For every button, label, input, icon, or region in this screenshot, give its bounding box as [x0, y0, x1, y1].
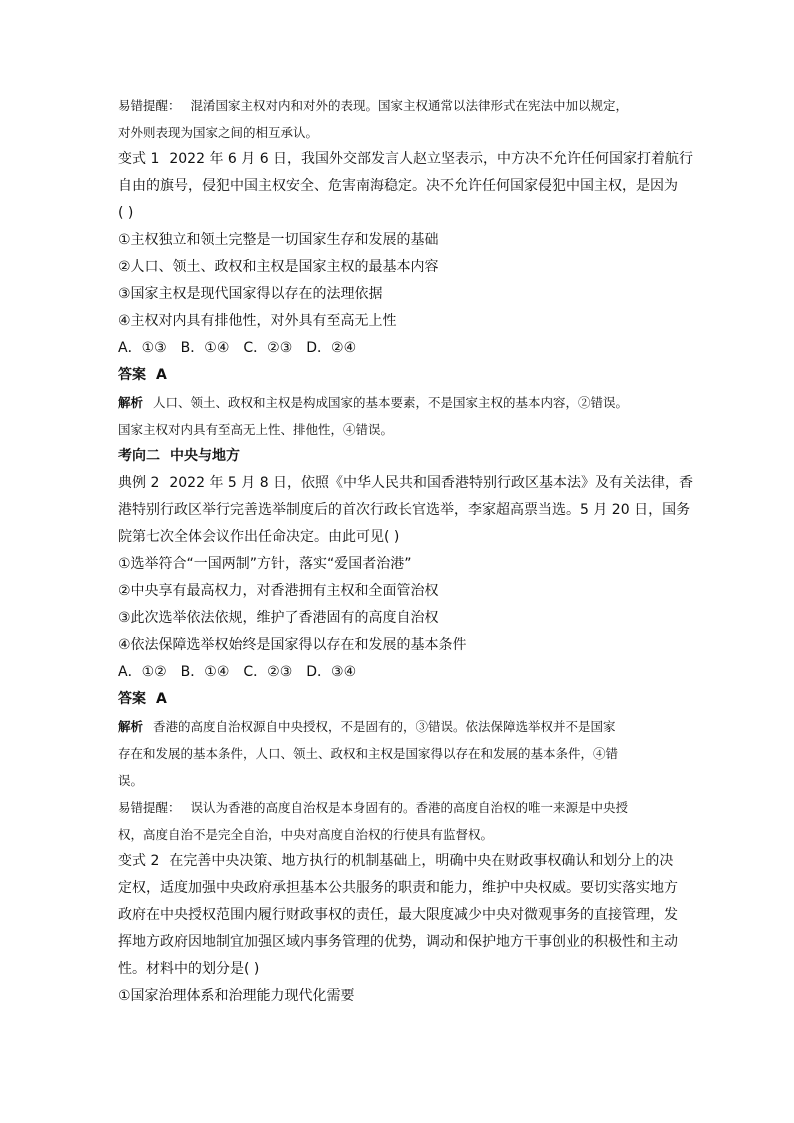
text-line [118, 146, 694, 173]
text-line [118, 254, 678, 281]
text-line [118, 335, 678, 362]
line-text: 国家主权对内具有至高无上性、排他性，④错误。 [118, 422, 394, 437]
line-text: ①选举符合“一国两制”方针，落实“爱国者治港” [118, 556, 412, 572]
text-line [118, 497, 691, 524]
line-text: 政府在中央授权范围内履行财政事权的责任，最大限度减少中央对微观事务的直接管理，发 [118, 907, 678, 923]
line-text: ②中央享有最高权力，对香港拥有主权和全面管治权 [118, 583, 439, 599]
line-text: 港特别行政区举行完善选举制度后的首次行政长官选举，李家超高票当选。5 月 20 日，国务 [118, 502, 691, 518]
line-text: 对外则表现为国家之间的相互承认。 [118, 125, 319, 140]
line-text: 香港的高度自治权源自中央授权，不是固有的，③错误。依法保障选举权并不是国家 [153, 719, 616, 734]
line-text: ②人口、领土、政权和主权是国家主权的最基本内容 [118, 259, 439, 275]
text-line [118, 956, 678, 983]
text-line [118, 686, 678, 713]
text-line [118, 119, 678, 146]
line-text: A．①② B．①④ C．②③ D．③④ [118, 664, 357, 680]
line-text: 性。材料中的划分是( ) [118, 961, 260, 977]
text-line [118, 524, 678, 551]
text-line [118, 470, 694, 497]
line-text: 混淆国家主权对内和对外的表现。国家主权通常以法律形式在宪法中加以规定， [190, 98, 629, 113]
line-text: 误。 [118, 773, 144, 788]
line-lead: 答案 [118, 691, 146, 707]
line-lead: 典例 2 [118, 475, 160, 491]
line-lead: 解析 [118, 395, 144, 410]
text-line [118, 929, 678, 956]
line-text: ①主权独立和领土完整是一切国家生存和发展的基础 [118, 232, 439, 248]
line-text: 自由的旗号，侵犯中国主权安全、危害南海稳定。决不允许任何国家侵犯中国主权，是因为 [118, 178, 678, 194]
line-text: 人口、领土、政权和主权是构成国家的基本要素，不是国家主权的基本内容，②错误。 [153, 395, 629, 410]
text-line [118, 848, 678, 875]
line-lead: 考向二 [118, 448, 160, 464]
text-line [118, 740, 678, 767]
text-line [118, 983, 678, 1010]
text-line [118, 713, 678, 740]
line-text: 院第七次全体会议作出任命决定。由此可见( ) [118, 529, 400, 545]
text-line [118, 794, 678, 821]
text-line [118, 632, 678, 659]
line-text: 中央与地方 [170, 448, 240, 464]
line-text: 在完善中央决策、地方执行的机制基础上，明确中央在财政事权确认和划分上的决 [169, 853, 674, 869]
text-line [118, 659, 678, 686]
line-text: A [156, 367, 167, 383]
line-text: 2022 年 5 月 8 日，依照《中华人民共和国香港特别行政区基本法》及有关法律，香 [169, 475, 694, 491]
text-line [118, 821, 678, 848]
line-text: ①国家治理体系和治理能力现代化需要 [118, 988, 355, 1004]
text-line [118, 281, 678, 308]
text-line [118, 443, 678, 470]
line-text: 误认为香港的高度自治权是本身固有的。香港的高度自治权的唯一来源是中央授 [190, 800, 629, 815]
line-lead: 易错提醒： [118, 800, 181, 815]
text-line [118, 173, 678, 200]
text-line [118, 200, 678, 227]
line-lead: 变式 1 [118, 151, 160, 167]
line-text: ③此次选举依法依规，维护了香港固有的高度自治权 [118, 610, 439, 626]
text-line [118, 416, 678, 443]
line-text: A．①③ B．①④ C．②③ D．②④ [118, 340, 357, 356]
line-lead: 变式 2 [118, 853, 160, 869]
line-lead: 解析 [118, 719, 144, 734]
line-text: ③国家主权是现代国家得以存在的法理依据 [118, 286, 383, 302]
line-text: 权，高度自治不是完全自治，中央对高度自治权的行使具有监督权。 [118, 827, 494, 842]
text-line [118, 551, 678, 578]
document-page [118, 92, 694, 1010]
line-text: 存在和发展的基本条件，人口、领土、政权和主权是国家得以存在和发展的基本条件，④错 [118, 746, 619, 761]
text-line [118, 578, 678, 605]
text-line [118, 308, 678, 335]
text-line [118, 875, 678, 902]
line-text: ④主权对内具有排他性，对外具有至高无上性 [118, 313, 397, 329]
line-lead: 易错提醒： [118, 98, 181, 113]
text-line [118, 362, 678, 389]
text-line [118, 389, 678, 416]
text-line [118, 92, 678, 119]
line-lead: 答案 [118, 367, 146, 383]
text-line [118, 767, 678, 794]
line-text: ( ) [118, 205, 134, 221]
line-text: 2022 年 6 月 6 日，我国外交部发言人赵立坚表示，中方决不允许任何国家打着航行 [169, 151, 694, 167]
line-text: ④依法保障选举权始终是国家得以存在和发展的基本条件 [118, 637, 467, 653]
line-text: 定权，适度加强中央政府承担基本公共服务的职责和能力，维护中央权威。要切实落实地方 [118, 880, 678, 896]
line-text: A [156, 691, 167, 707]
text-line [118, 605, 678, 632]
text-line [118, 227, 678, 254]
text-line [118, 902, 678, 929]
line-text: 挥地方政府因地制宜加强区域内事务管理的优势，调动和保护地方干事创业的积极性和主动 [118, 934, 678, 950]
